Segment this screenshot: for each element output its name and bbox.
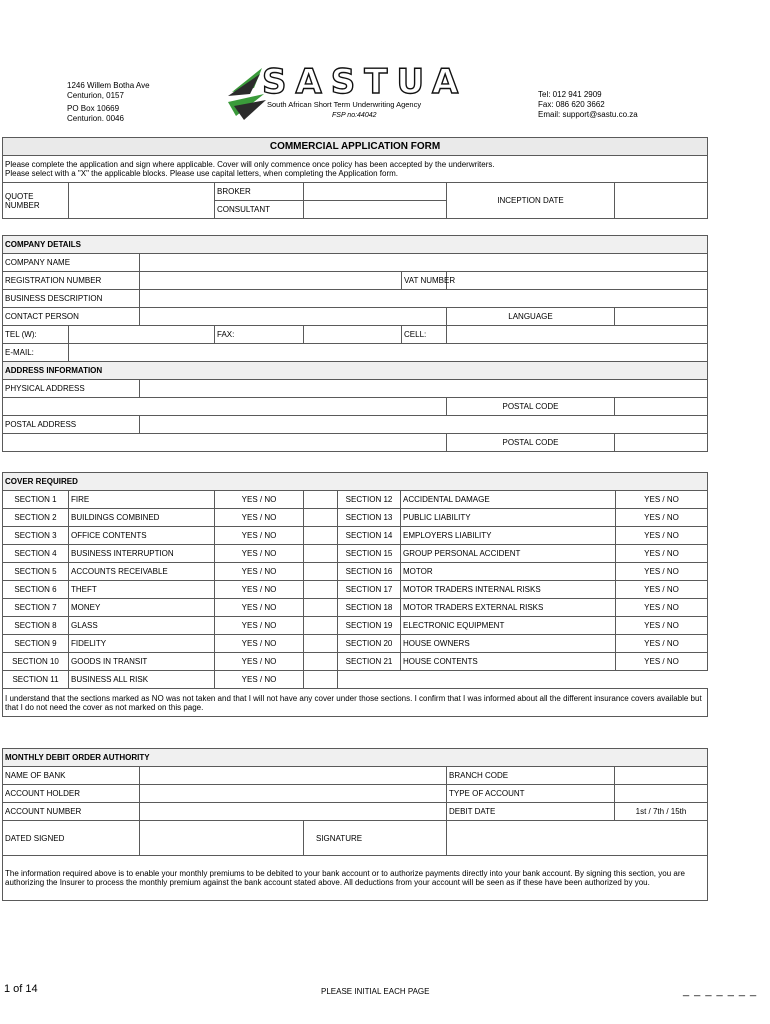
cover-yes-no-option[interactable]: YES / NO: [215, 545, 304, 563]
physical-postal-code-field[interactable]: [615, 398, 708, 416]
cover-yes-no-option[interactable]: YES / NO: [215, 617, 304, 635]
cover-gap-cell: [304, 617, 338, 635]
cover-row: [3, 653, 708, 671]
cover-yes-no-option[interactable]: YES / NO: [616, 491, 708, 509]
cover-section-number: SECTION 12: [338, 491, 401, 509]
cover-yes-no-option[interactable]: YES / NO: [215, 581, 304, 599]
quote-number-label: QUOTE NUMBER: [3, 183, 69, 219]
broker-label: BROKER: [215, 183, 304, 201]
address-line: 1246 Willem Botha Ave: [67, 81, 150, 90]
cover-gap-cell: [304, 599, 338, 617]
business-description-field[interactable]: [140, 290, 708, 308]
cover-section-name: GLASS: [69, 617, 215, 635]
signature-label: SIGNATURE: [304, 821, 447, 856]
postal-address-line-2[interactable]: [3, 434, 447, 452]
cover-section-number: SECTION 8: [3, 617, 69, 635]
physical-address-line-2[interactable]: [3, 398, 447, 416]
signature-field[interactable]: [447, 821, 708, 856]
cover-section-number: SECTION 14: [338, 527, 401, 545]
cover-section-name: OFFICE CONTENTS: [69, 527, 215, 545]
address-line: Centurion, 0157: [67, 91, 124, 100]
quote-number-field[interactable]: [69, 183, 215, 219]
branch-code-label: BRANCH CODE: [447, 767, 615, 785]
cover-section-name: BUILDINGS COMBINED: [69, 509, 215, 527]
vat-number-field[interactable]: [447, 272, 708, 290]
physical-address-label: PHYSICAL ADDRESS: [3, 380, 140, 398]
address-information-heading: ADDRESS INFORMATION: [3, 362, 708, 380]
contact-person-field[interactable]: [140, 308, 447, 326]
cover-yes-no-option[interactable]: YES / NO: [215, 671, 304, 689]
address-line: Centurion. 0046: [67, 114, 124, 123]
page-number: 1 of 14: [4, 983, 38, 995]
cover-yes-no-option[interactable]: YES / NO: [215, 527, 304, 545]
cover-row: [3, 491, 708, 509]
cover-gap-cell: [304, 527, 338, 545]
postal-address-field[interactable]: [140, 416, 708, 434]
inception-date-label: INCEPTION DATE: [447, 183, 615, 219]
cover-gap-cell: [304, 545, 338, 563]
logo-wordmark: SASTUA: [262, 62, 468, 102]
account-type-label: TYPE OF ACCOUNT: [447, 785, 615, 803]
fax-label: FAX:: [215, 326, 304, 344]
cover-section-number: SECTION 4: [3, 545, 69, 563]
form-title: COMMERCIAL APPLICATION FORM: [3, 138, 708, 156]
contact-line: Tel: 012 941 2909: [538, 90, 602, 99]
email-label: E-MAIL:: [3, 344, 69, 362]
cover-gap-cell: [304, 581, 338, 599]
bank-name-label: NAME OF BANK: [3, 767, 140, 785]
company-details-table: [2, 235, 708, 452]
account-holder-field[interactable]: [140, 785, 447, 803]
cover-yes-no-option[interactable]: YES / NO: [215, 653, 304, 671]
contact-person-label: CONTACT PERSON: [3, 308, 140, 326]
cover-row: [3, 509, 708, 527]
cover-section-number: SECTION 20: [338, 635, 401, 653]
sastua-logo: [224, 62, 474, 122]
cover-section-name: EMPLOYERS LIABILITY: [401, 527, 616, 545]
debit-order-heading: MONTHLY DEBIT ORDER AUTHORITY: [3, 749, 708, 767]
cover-section-name: FIRE: [69, 491, 215, 509]
cover-gap-cell: [304, 491, 338, 509]
cover-yes-no-option[interactable]: YES / NO: [616, 563, 708, 581]
cover-empty-cell: [616, 671, 708, 689]
cover-section-number: SECTION 18: [338, 599, 401, 617]
cover-gap-cell: [304, 509, 338, 527]
cover-gap-cell: [304, 671, 338, 689]
dated-signed-label: DATED SIGNED: [3, 821, 140, 856]
cover-yes-no-option[interactable]: YES / NO: [616, 527, 708, 545]
fsp-number: FSP no:44042: [332, 112, 377, 119]
business-description-label: BUSINESS DESCRIPTION: [3, 290, 140, 308]
cover-section-number: SECTION 11: [3, 671, 69, 689]
cover-row: [3, 671, 708, 689]
postal-code-label: POSTAL CODE: [447, 398, 615, 416]
dated-signed-field[interactable]: [140, 821, 304, 856]
cover-gap-cell: [304, 635, 338, 653]
cover-gap-cell: [304, 563, 338, 581]
registration-number-label: REGISTRATION NUMBER: [3, 272, 140, 290]
application-header-table: [2, 137, 708, 219]
cover-section-name: MOTOR TRADERS INTERNAL RISKS: [401, 581, 616, 599]
cover-row: [3, 581, 708, 599]
cover-empty-cell: [401, 671, 616, 689]
cover-section-number: SECTION 9: [3, 635, 69, 653]
company-address: [67, 81, 150, 124]
debit-order-table: [2, 748, 708, 901]
account-type-field[interactable]: [615, 785, 708, 803]
cover-section-name: BUSINESS INTERRUPTION: [69, 545, 215, 563]
cover-section-number: SECTION 1: [3, 491, 69, 509]
initial-line[interactable]: _ _ _ _ _ _ _: [683, 985, 758, 997]
cover-section-number: SECTION 17: [338, 581, 401, 599]
cover-yes-no-option[interactable]: YES / NO: [616, 509, 708, 527]
account-number-label: ACCOUNT NUMBER: [3, 803, 140, 821]
cover-section-number: SECTION 7: [3, 599, 69, 617]
cover-empty-cell: [338, 671, 401, 689]
consultant-label: CONSULTANT: [215, 201, 304, 219]
debit-authorization-text: The information required above is to enable your monthly premiums to be debited to your bank account or to authorize payments directly into your bank account. By signing this section, you are authorizing the Insurer to process the monthly premium against the bank account stated above. All deductions from your account will be seen as if these have been authorized by you.: [3, 856, 708, 901]
cover-row: [3, 599, 708, 617]
cover-section-name: HOUSE CONTENTS: [401, 653, 616, 671]
cover-section-number: SECTION 2: [3, 509, 69, 527]
cover-section-number: SECTION 15: [338, 545, 401, 563]
cover-required-heading: COVER REQUIRED: [3, 473, 708, 491]
company-name-field[interactable]: [140, 254, 708, 272]
tel-field[interactable]: [69, 326, 215, 344]
cover-yes-no-option[interactable]: YES / NO: [616, 635, 708, 653]
postal-code-label: POSTAL CODE: [447, 434, 615, 452]
cell-field[interactable]: [447, 326, 708, 344]
cover-section-number: SECTION 10: [3, 653, 69, 671]
debit-date-label: DEBIT DATE: [447, 803, 615, 821]
cover-yes-no-option[interactable]: YES / NO: [616, 617, 708, 635]
fax-field[interactable]: [304, 326, 402, 344]
cover-section-number: SECTION 13: [338, 509, 401, 527]
cover-gap-cell: [304, 653, 338, 671]
contact-line: Email: support@sastu.co.za: [538, 110, 638, 119]
cover-yes-no-option[interactable]: YES / NO: [616, 545, 708, 563]
cover-yes-no-option[interactable]: YES / NO: [215, 509, 304, 527]
company-details-heading: COMPANY DETAILS: [3, 236, 708, 254]
cover-section-number: SECTION 6: [3, 581, 69, 599]
cover-section-name: ACCIDENTAL DAMAGE: [401, 491, 616, 509]
cover-row: [3, 635, 708, 653]
consultant-field[interactable]: [304, 201, 447, 219]
cover-section-name: FIDELITY: [69, 635, 215, 653]
cover-section-number: SECTION 3: [3, 527, 69, 545]
physical-address-field[interactable]: [140, 380, 708, 398]
cover-section-name: ACCOUNTS RECEIVABLE: [69, 563, 215, 581]
cover-section-name: PUBLIC LIABILITY: [401, 509, 616, 527]
cover-yes-no-option[interactable]: YES / NO: [616, 599, 708, 617]
branch-code-field[interactable]: [615, 767, 708, 785]
cover-yes-no-option[interactable]: YES / NO: [215, 599, 304, 617]
cover-section-number: SECTION 21: [338, 653, 401, 671]
instruction-line: Please complete the application and sign where applicable. Cover will only commence once policy has been accepted by the underwriters.: [5, 160, 495, 169]
language-label: LANGUAGE: [447, 308, 615, 326]
account-holder-label: ACCOUNT HOLDER: [3, 785, 140, 803]
registration-number-field[interactable]: [140, 272, 402, 290]
cell-label: CELL:: [402, 326, 447, 344]
vat-number-label: VAT NUMBER: [402, 272, 447, 290]
cover-yes-no-option[interactable]: YES / NO: [616, 653, 708, 671]
cover-yes-no-option[interactable]: YES / NO: [215, 491, 304, 509]
cover-row: [3, 527, 708, 545]
cover-section-name: GROUP PERSONAL ACCIDENT: [401, 545, 616, 563]
cover-section-number: SECTION 5: [3, 563, 69, 581]
cover-section-name: GOODS IN TRANSIT: [69, 653, 215, 671]
cover-yes-no-option[interactable]: YES / NO: [215, 635, 304, 653]
cover-section-name: THEFT: [69, 581, 215, 599]
form-instructions: [3, 156, 708, 183]
bank-name-field[interactable]: [140, 767, 447, 785]
cover-section-name: ELECTRONIC EQUIPMENT: [401, 617, 616, 635]
cover-section-name: MOTOR: [401, 563, 616, 581]
cover-required-table: [2, 472, 708, 717]
contact-line: Fax: 086 620 3662: [538, 100, 605, 109]
cover-row: [3, 617, 708, 635]
postal-postal-code-field[interactable]: [615, 434, 708, 452]
cover-row: [3, 545, 708, 563]
initial-instruction: PLEASE INITIAL EACH PAGE: [321, 987, 430, 996]
cover-yes-no-option[interactable]: YES / NO: [215, 563, 304, 581]
cover-declaration: I understand that the sections marked as NO was not taken and that I will not have any cover under those sections. I confirm that I was informed about all the different insurance covers available but that I do not need the cover as not marked on this page.: [3, 689, 708, 717]
account-number-field[interactable]: [140, 803, 447, 821]
instruction-line: Please select with a "X" the applicable blocks. Please use capital letters, when completing the Application form.: [5, 169, 399, 178]
logo-subtitle: South African Short Term Underwriting Agency: [267, 100, 422, 109]
company-contact: [538, 90, 638, 120]
cover-section-name: BUSINESS ALL RISK: [69, 671, 215, 689]
cover-section-name: MOTOR TRADERS EXTERNAL RISKS: [401, 599, 616, 617]
debit-date-options[interactable]: 1st / 7th / 15th: [615, 803, 708, 821]
postal-address-label: POSTAL ADDRESS: [3, 416, 140, 434]
inception-date-field[interactable]: [615, 183, 708, 219]
email-field[interactable]: [69, 344, 708, 362]
cover-yes-no-option[interactable]: YES / NO: [616, 581, 708, 599]
cover-section-number: SECTION 19: [338, 617, 401, 635]
company-name-label: COMPANY NAME: [3, 254, 140, 272]
cover-section-name: HOUSE OWNERS: [401, 635, 616, 653]
cover-section-number: SECTION 16: [338, 563, 401, 581]
tel-label: TEL (W):: [3, 326, 69, 344]
language-field[interactable]: [615, 308, 708, 326]
cover-row: [3, 563, 708, 581]
broker-field[interactable]: [304, 183, 447, 201]
cover-section-name: MONEY: [69, 599, 215, 617]
address-line: PO Box 10669: [67, 104, 120, 113]
